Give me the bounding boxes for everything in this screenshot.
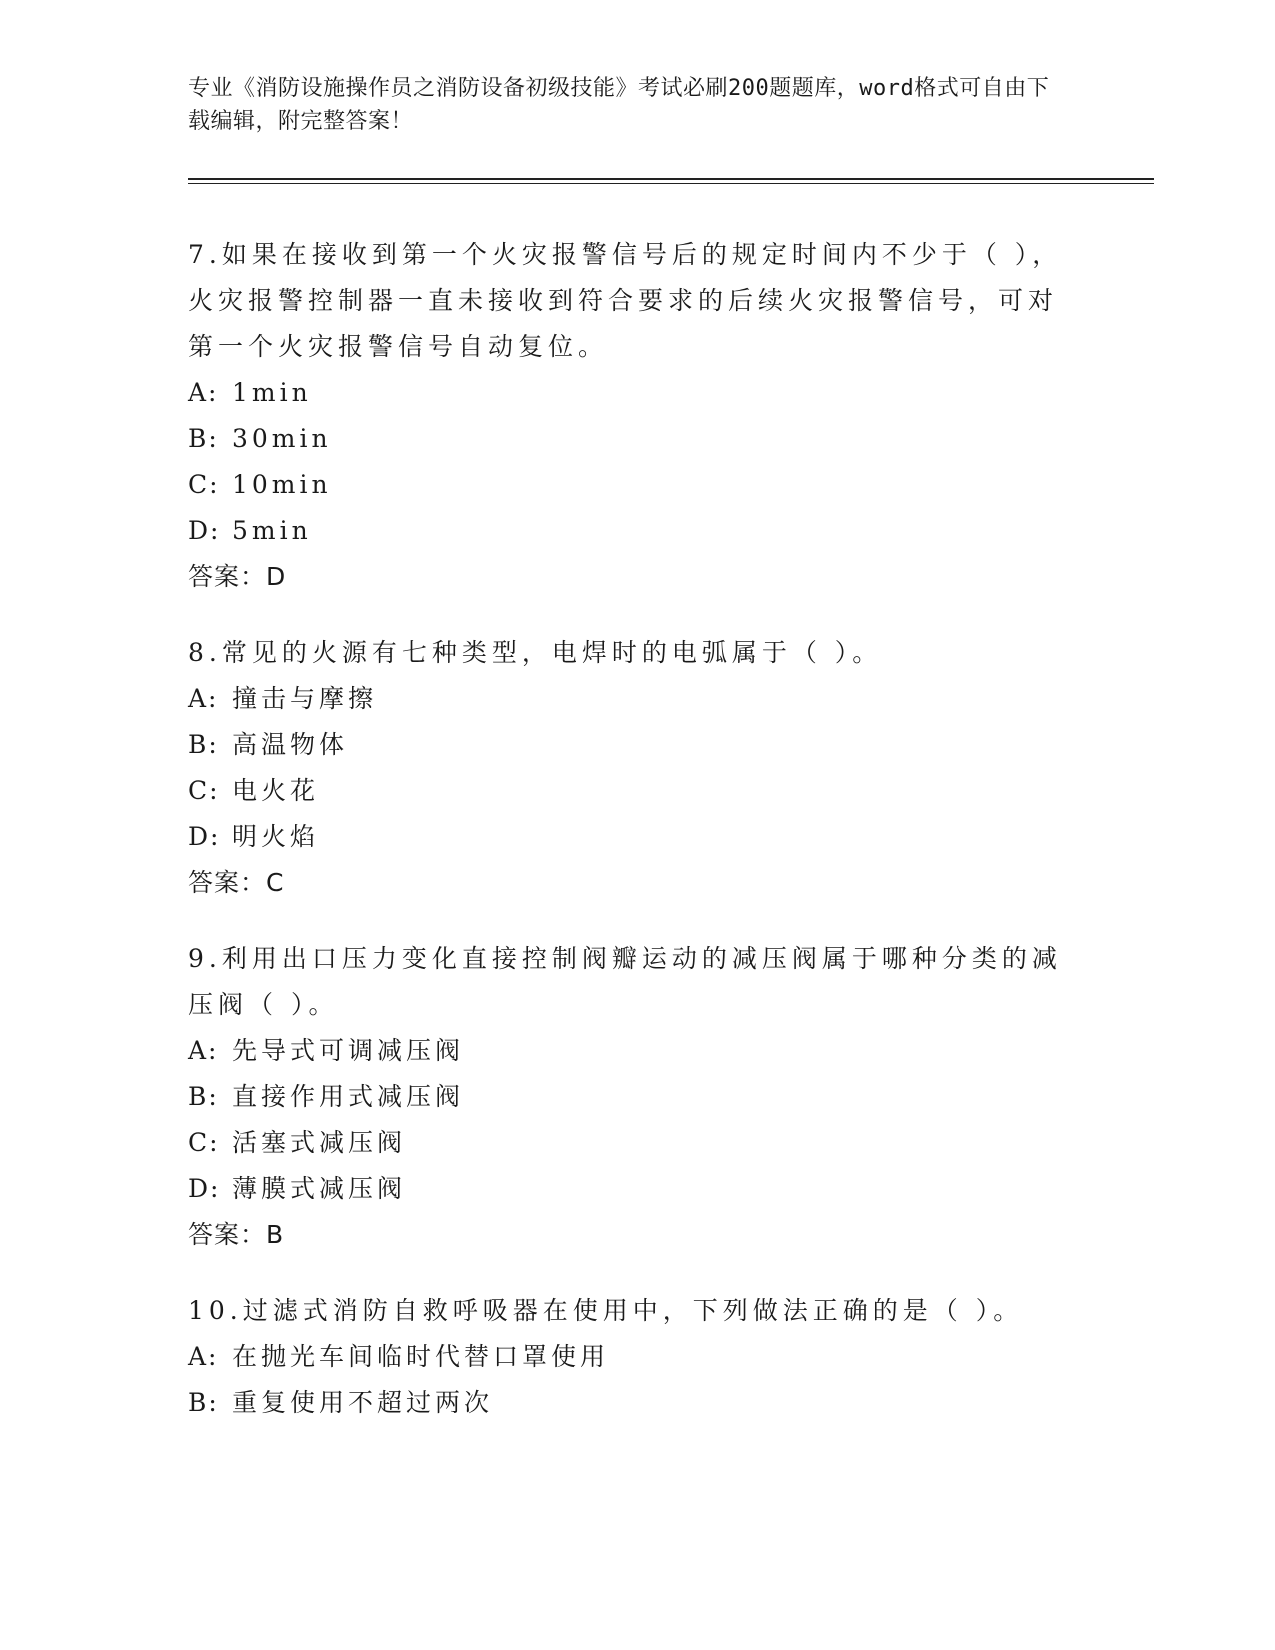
option-letter: C: — [188, 1128, 220, 1157]
option-text: 重复使用不超过两次 — [232, 1388, 494, 1417]
option-letter: B: — [188, 730, 219, 759]
question-text: 10.过滤式消防自救呼吸器在使用中，下列做法正确的是（ ）。 — [188, 1296, 1024, 1325]
question-text: 8.常见的火源有七种类型，电焊时的电弧属于（ ）。 — [188, 638, 883, 667]
option-letter: A: — [188, 1036, 219, 1065]
option-letter: B: — [188, 1388, 219, 1417]
option-a — [188, 676, 1068, 722]
question-7 — [188, 232, 1068, 600]
option-letter: B: — [188, 1082, 219, 1111]
option-a — [188, 370, 1068, 416]
question-10 — [188, 1288, 1068, 1426]
option-a — [188, 1334, 1068, 1380]
option-letter: C: — [188, 776, 220, 805]
option-b — [188, 722, 1068, 768]
option-text: 5min — [232, 516, 312, 545]
answer-line: 答案：C — [188, 868, 285, 897]
option-text: 活塞式减压阀 — [232, 1128, 407, 1157]
option-letter: D: — [188, 822, 221, 851]
question-list — [188, 232, 1068, 1456]
option-letter: A: — [188, 378, 219, 407]
option-text: 薄膜式减压阀 — [232, 1174, 407, 1203]
option-c — [188, 768, 1068, 814]
question-text: 7.如果在接收到第一个火灾报警信号后的规定时间内不少于（ ），火灾报警控制器一直未接收到符合要求的后续火灾报警信号，可对第一个火灾报警信号自动复位。 — [188, 240, 1063, 361]
option-letter: B: — [188, 424, 219, 453]
option-text: 撞击与摩擦 — [232, 684, 378, 713]
header-rule-top — [188, 178, 1154, 180]
answer-line: 答案：D — [188, 562, 287, 591]
option-text: 高温物体 — [232, 730, 349, 759]
option-b — [188, 1380, 1068, 1426]
option-d — [188, 1166, 1068, 1212]
option-text: 1min — [232, 378, 312, 407]
option-letter: D: — [188, 1174, 221, 1203]
option-text: 电火花 — [232, 776, 320, 805]
question-8 — [188, 630, 1068, 906]
question-text: 9.利用出口压力变化直接控制阀瓣运动的减压阀属于哪种分类的减压阀（ ）。 — [188, 944, 1062, 1019]
answer-line: 答案：B — [188, 1220, 285, 1249]
header-rule-bottom — [188, 183, 1154, 184]
option-c — [188, 1120, 1068, 1166]
option-c — [188, 462, 1068, 508]
option-d — [188, 508, 1068, 554]
option-text: 30min — [232, 424, 332, 453]
option-letter: C: — [188, 470, 220, 499]
option-letter: A: — [188, 1342, 219, 1371]
question-9 — [188, 936, 1068, 1258]
option-a — [188, 1028, 1068, 1074]
option-text: 直接作用式减压阀 — [232, 1082, 465, 1111]
option-b — [188, 1074, 1068, 1120]
option-text: 10min — [232, 470, 332, 499]
option-letter: A: — [188, 684, 219, 713]
option-letter: D: — [188, 516, 221, 545]
document-header: 专业《消防设施操作员之消防设备初级技能》考试必刷200题题库，word格式可自由下载编辑，附完整答案！ — [188, 76, 1050, 134]
option-d — [188, 814, 1068, 860]
option-text: 明火焰 — [232, 822, 320, 851]
option-b — [188, 416, 1068, 462]
option-text: 在抛光车间临时代替口罩使用 — [232, 1342, 610, 1371]
option-text: 先导式可调减压阀 — [232, 1036, 465, 1065]
